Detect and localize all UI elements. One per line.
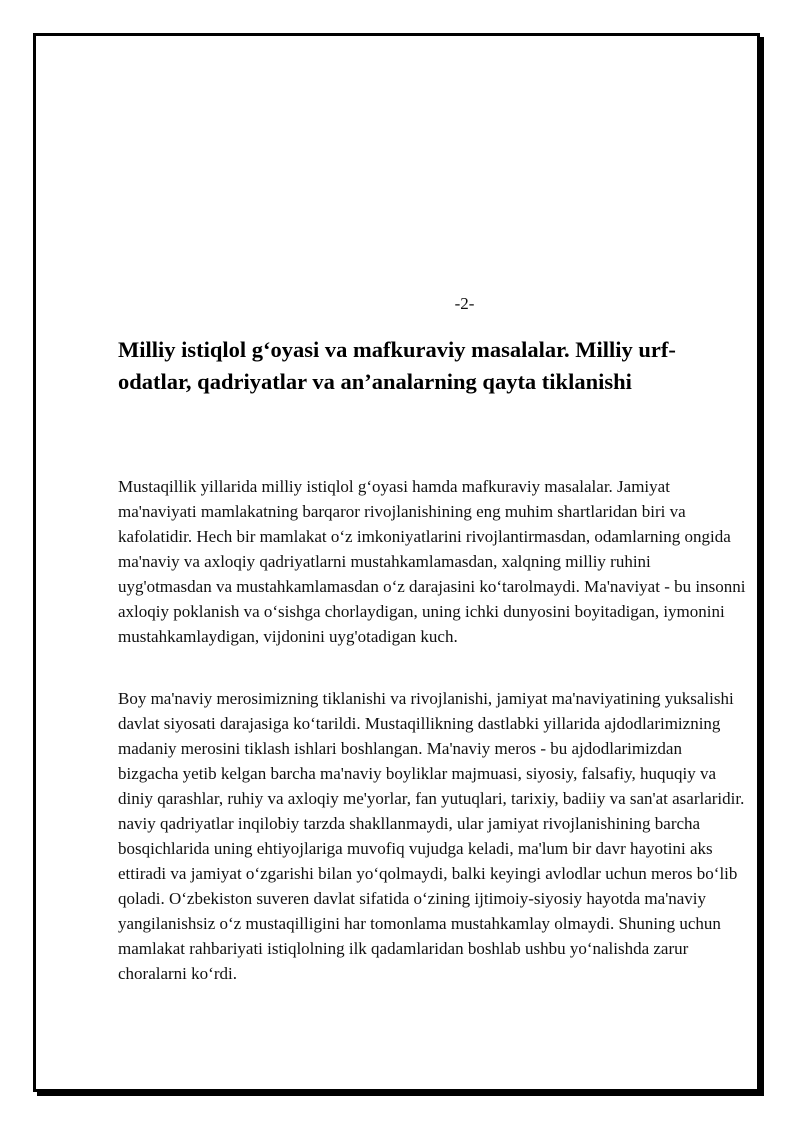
page-title: Milliy istiqlol g‘oyasi va mafkuraviy masalalar. Milliy urf-odatlar, qadriyatlar va an’analarning qayta tiklanishi: [118, 337, 676, 394]
document-page: [33, 33, 760, 1092]
body-paragraph-2: Boy ma'naviy merosimizning tiklanishi va rivojlanishi, jamiyat ma'naviyatining yuksalishi davlat siyosati darajasiga ko‘tarildi. Mustaqillikning dastlabki yillarida ajdodlarimizning madaniy merosini tiklash ishlari boshlangan. Ma'naviy meros - bu ajdodlarimizdan bizgacha yetib kelgan barcha ma'naviy boyliklar majmuasi, siyosiy, falsafiy, huquqiy va diniy qarashlar, ruhiy va axloqiy me'yorlar, fan yutuqlari, tarixiy, badiiy va san'at asarlaridir. naviy qadriyatlar inqilobiy tarzda shakllanmaydi, ular jamiyat rivojlanishining barcha bosqichlarida uning ehtiyojlariga muvofiq vujudga keladi, ma'lum bir davr hayotini aks ettiradi va jamiyat o‘zgarishi bilan yo‘qolmaydi, balki keyingi avlodlar uchun meros bo‘lib qoladi. O‘zbekiston suveren davlat sifatida o‘zining ijtimoiy-siyosiy hayotda ma'naviy yangilanishsiz o‘z mustaqilligini har tomonlama mustahkamlay olmaydi. Shuning uchun mamlakat rahbariyati istiqlolning ilk qadamlaridan boshlab ushbu yo‘nalishda zarur choralarni ko‘rdi.: [118, 689, 745, 983]
document-body: [118, 334, 746, 986]
page-number: -2-: [454, 294, 475, 313]
body-paragraph-1: Mustaqillik yillarida milliy istiqlol g‘oyasi hamda mafkuraviy masalalar. Jamiyat ma'naviyati mamlakatning barqaror rivojlanishining eng muhim shartlaridan biri va kafolatidir. Hech bir mamlakat o‘z imkoniyatlarini rivojlantirmasdan, odamlarning ongida ma'naviy va axloqiy qadriyatlarni mustahkamlamasdan, xalqning milliy ruhini uyg'otmasdan va mustahkamlamasdan o‘z darajasini ko‘tarolmaydi. Ma'naviyat - bu insonni axloqiy poklanish va o‘sishga chorlaydigan, uning ichki dunyosini boyitadigan, iymonini mustahkamlaydigan, vijdonini uyg'otadigan kuch.: [118, 477, 746, 646]
